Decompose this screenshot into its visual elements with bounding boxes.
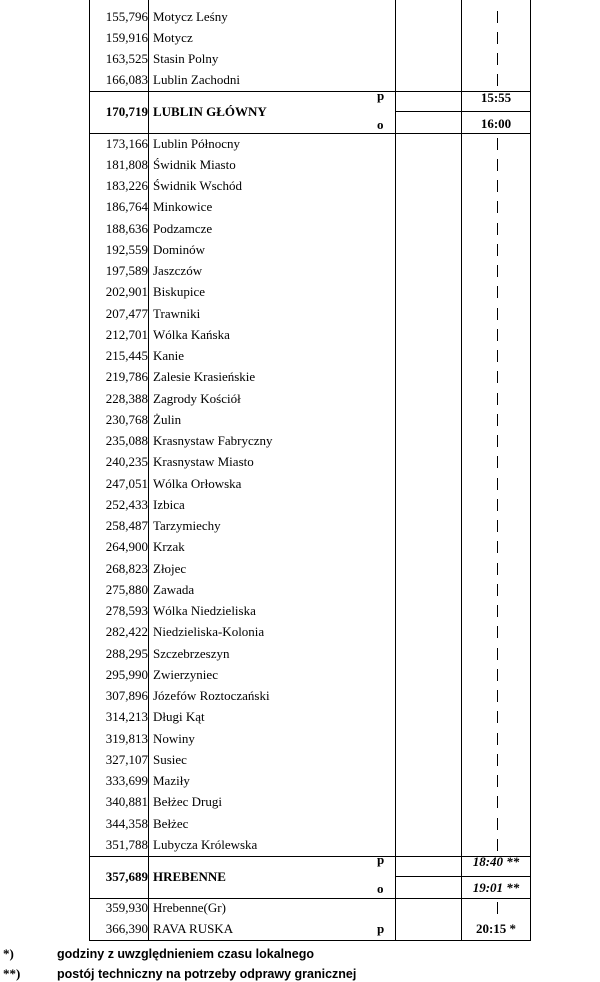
- station-km: 163,525: [105, 51, 148, 67]
- station-name: LUBLIN GŁÓWNY: [153, 104, 267, 119]
- station-km: 215,445: [105, 348, 148, 364]
- column-divider: [395, 0, 396, 941]
- pass-through-mark: [497, 138, 498, 150]
- station-name: Stasin Polny: [153, 51, 219, 67]
- station-name: Wólka Kańska: [153, 326, 230, 342]
- pass-through-mark: [497, 584, 498, 596]
- station-name: Szczebrzeszyn: [153, 645, 230, 661]
- station-name: Zalesie Krasieńskie: [153, 369, 256, 385]
- pass-through-mark: [497, 775, 498, 787]
- station-km: 197,589: [105, 263, 148, 279]
- station-km: 240,235: [105, 454, 148, 470]
- station-name: Krasnystaw Miasto: [153, 454, 254, 470]
- station-km: 333,699: [105, 773, 148, 789]
- pass-through-mark: [497, 648, 498, 660]
- station-km: 192,559: [105, 241, 148, 257]
- station-km: 155,796: [105, 8, 148, 24]
- pass-through-mark: [497, 478, 498, 490]
- station-name: Zawada: [153, 581, 195, 597]
- pass-through-mark: [497, 74, 498, 86]
- stop-type: o: [377, 881, 384, 896]
- column-divider: [461, 0, 462, 941]
- station-name: Minkowice: [153, 199, 213, 215]
- row-divider: [89, 133, 530, 134]
- pass-through-mark: [497, 626, 498, 638]
- stop-time: 15:55: [480, 89, 512, 105]
- pass-through-mark: [497, 11, 498, 23]
- pass-through-mark: [497, 733, 498, 745]
- station-name: Żulin: [153, 411, 182, 427]
- row-divider: [89, 856, 395, 857]
- station-name: Trawniki: [153, 305, 201, 321]
- station-name: Biskupice: [153, 284, 205, 300]
- pass-through-mark: [497, 541, 498, 553]
- station-km: 295,990: [105, 666, 148, 682]
- station-km: 202,901: [105, 284, 148, 300]
- row-divider: [395, 111, 530, 112]
- pass-through-mark: [497, 308, 498, 320]
- station-km: 359,930: [105, 900, 148, 916]
- pass-through-mark: [497, 53, 498, 65]
- pass-through-mark: [497, 244, 498, 256]
- station-name: Zagrody Kościół: [153, 390, 241, 406]
- station-name: Bełżec: [153, 815, 189, 831]
- pass-through-mark: [497, 690, 498, 702]
- station-name: Kanie: [153, 348, 185, 364]
- stop-time: 16:00: [480, 115, 512, 131]
- pass-through-mark: [497, 902, 498, 914]
- station-km: 235,088: [105, 433, 148, 449]
- station-name: Zwierzyniec: [153, 666, 218, 682]
- pass-through-mark: [497, 796, 498, 808]
- row-divider: [89, 940, 530, 941]
- station-km: 344,358: [105, 815, 148, 831]
- pass-through-mark: [497, 265, 498, 277]
- station-km: 183,226: [105, 178, 148, 194]
- station-name: Maziły: [153, 773, 190, 789]
- pass-through-mark: [497, 286, 498, 298]
- station-km: 314,213: [105, 709, 148, 725]
- pass-through-mark: [497, 499, 498, 511]
- pass-through-mark: [497, 414, 498, 426]
- pass-through-mark: [497, 839, 498, 851]
- station-name: Złojec: [153, 560, 187, 576]
- footnote-text: godziny z uwzględnieniem czasu lokalnego: [57, 947, 314, 961]
- station-name: HREBENNE: [153, 868, 226, 884]
- station-km: 186,764: [105, 199, 148, 215]
- station-name: Tarzymiechy: [153, 518, 221, 534]
- station-name: Długi Kąt: [153, 709, 205, 725]
- station-name: Świdnik Wschód: [153, 178, 242, 194]
- station-km: 307,896: [105, 688, 148, 704]
- station-name: Lubycza Królewska: [153, 836, 258, 852]
- station-name: Lublin Północny: [153, 135, 241, 151]
- station-km: 288,295: [105, 645, 148, 661]
- column-divider: [89, 0, 90, 941]
- pass-through-mark: [497, 818, 498, 830]
- stop-time: 19:01 **: [472, 880, 520, 895]
- pass-through-mark: [497, 711, 498, 723]
- station-name: Niedzieliska-Kolonia: [153, 624, 265, 640]
- pass-through-mark: [497, 456, 498, 468]
- row-divider: [89, 91, 395, 92]
- footnote-mark: **): [3, 966, 21, 981]
- stop-type: o: [377, 116, 384, 132]
- station-name: Lublin Zachodni: [153, 72, 241, 88]
- pass-through-mark: [497, 605, 498, 617]
- station-km: 366,390: [105, 921, 148, 937]
- pass-through-mark: [497, 201, 498, 213]
- footnote-mark: *): [3, 946, 14, 961]
- station-km: 264,900: [105, 539, 148, 555]
- station-km: 351,788: [105, 836, 148, 852]
- station-km: 188,636: [105, 220, 148, 236]
- station-name: Podzamcze: [153, 220, 213, 236]
- station-name: Józefów Roztoczański: [153, 688, 270, 704]
- station-km: 170,719: [105, 104, 148, 119]
- station-km: 219,786: [105, 369, 148, 385]
- station-name: Izbica: [153, 496, 185, 512]
- station-km: 252,433: [105, 496, 148, 512]
- station-km: 327,107: [105, 751, 148, 767]
- station-name: Motycz Leśny: [153, 8, 228, 24]
- station-name: Krzak: [153, 539, 185, 555]
- station-name: Susiec: [153, 751, 187, 767]
- row-divider: [395, 876, 530, 877]
- station-km: 340,881: [105, 794, 148, 810]
- station-km: 247,051: [105, 475, 148, 491]
- station-km: 207,477: [105, 305, 148, 321]
- station-km: 159,916: [105, 29, 148, 45]
- stop-type: p: [377, 87, 385, 103]
- stop-time: 20:15 *: [475, 921, 517, 937]
- pass-through-mark: [497, 223, 498, 235]
- pass-through-mark: [497, 563, 498, 575]
- station-km: 357,689: [105, 868, 148, 884]
- station-km: 173,166: [105, 135, 148, 151]
- station-km: 268,823: [105, 560, 148, 576]
- pass-through-mark: [497, 180, 498, 192]
- station-km: 181,808: [105, 156, 148, 172]
- pass-through-mark: [497, 159, 498, 171]
- column-divider: [530, 0, 531, 941]
- stop-type: p: [377, 921, 385, 937]
- station-km: 228,388: [105, 390, 148, 406]
- station-name: Motycz: [153, 29, 193, 45]
- station-km: 319,813: [105, 730, 148, 746]
- station-km: 282,422: [105, 624, 148, 640]
- station-name: Nowiny: [153, 730, 195, 746]
- station-name: Krasnystaw Fabryczny: [153, 433, 273, 449]
- station-name: Wólka Niedzieliska: [153, 603, 256, 619]
- station-km: 275,880: [105, 581, 148, 597]
- row-divider: [89, 898, 530, 899]
- pass-through-mark: [497, 350, 498, 362]
- pass-through-mark: [497, 435, 498, 447]
- pass-through-mark: [497, 393, 498, 405]
- pass-through-mark: [497, 32, 498, 44]
- station-name: RAVA RUSKA: [153, 921, 234, 937]
- station-name: Jaszczów: [153, 263, 203, 279]
- station-name: Hrebenne(Gr): [153, 900, 226, 916]
- station-name: Bełżec Drugi: [153, 794, 222, 810]
- station-name: Wólka Orłowska: [153, 475, 242, 491]
- station-km: 212,701: [105, 326, 148, 342]
- stop-type: p: [377, 852, 385, 867]
- station-km: 258,487: [105, 518, 148, 534]
- footnote-text: postój techniczny na potrzeby odprawy granicznej: [57, 967, 357, 981]
- station-km: 230,768: [105, 411, 148, 427]
- station-km: 278,593: [105, 603, 148, 619]
- pass-through-mark: [497, 371, 498, 383]
- station-name: Dominów: [153, 241, 205, 257]
- pass-through-mark: [497, 754, 498, 766]
- station-km: 166,083: [105, 72, 148, 88]
- station-name: Świdnik Miasto: [153, 156, 236, 172]
- pass-through-mark: [497, 329, 498, 341]
- column-divider: [148, 0, 149, 941]
- pass-through-mark: [497, 669, 498, 681]
- stop-time: 18:40 **: [472, 854, 520, 869]
- pass-through-mark: [497, 520, 498, 532]
